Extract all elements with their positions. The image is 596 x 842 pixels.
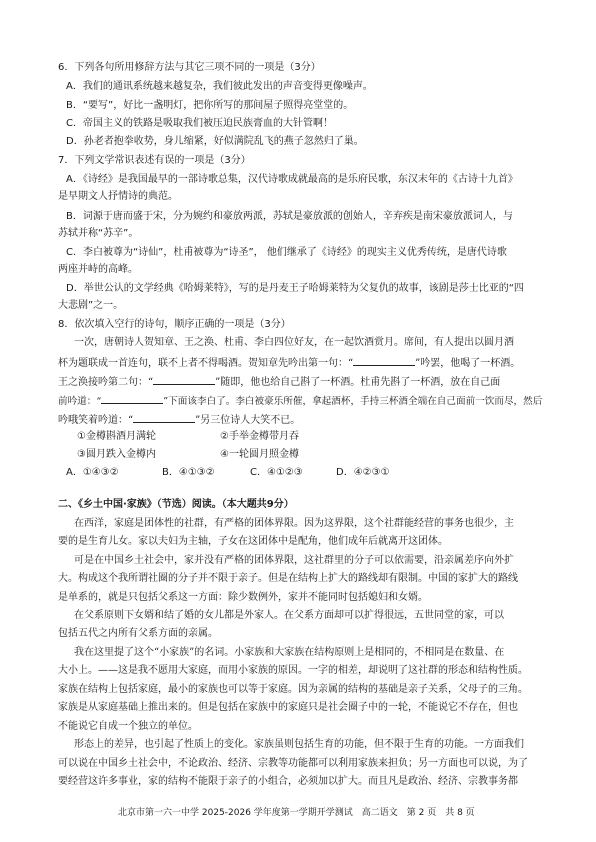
q7-option-d-line2: 大悲剧”之一。 [58,300,124,311]
reading-line-15: 要经营这许多事业，家的结构不能限于亲子的小组合，必须加以扩大。而且凡是政治、经济、宗教事务都 [58,776,518,787]
q8-choice-c: C．④①②③ [250,467,303,478]
reading-line-5: 是单系的，就是只包括父系这一方面：除少数例外，家并不能同时包括媳妇和女婿。 [58,592,428,603]
reading-line-1: 在西洋，家庭是团体性的社群，有严格的团体界限。因为这界限，这个社群能经营的事务也很少，主 [74,518,514,529]
reading-line-8: 我在这里提了这个“小家族”的名词。小家族和大家族在结构原则上是相同的，不相同是在数量、在 [74,647,505,658]
q7-option-c-line1: C．李白被尊为“诗仙”，杜甫被尊为“诗圣”， 他们继承了《诗经》的现实主义优秀传统，是唐代诗歌 [66,247,507,258]
q8-blank-4 [133,412,195,423]
page-footer: 北京市第一六一中学 2025-2026 学年度第一学期开学测试 高二语文 第 2 页 共 8 页 [118,808,475,818]
q7-option-d-line1: D．举世公认的文学经典《哈姆莱特》，写的是丹麦王子哈姆莱特为父复仇的故事，该剧是莎士比亚的“四 [66,283,524,294]
q7-stem: 7．下列文学常识表述有误的一项是（3分） [58,155,251,166]
reading-line-6: 在父系原则下女婿和结了婚的女儿都是外家人。在父系方面却可以扩得很远，五世同堂的家，可以 [74,610,504,621]
q6-option-d: D．孙老者抱拳收势，身儿缩紧，好似满院乱飞的燕子忽然归了巢。 [66,136,364,147]
q8-blank-1 [353,355,415,366]
q8-blank-3 [101,393,163,404]
q7-option-b-line1: B．词源于唐而盛于宋，分为婉约和豪放两派，苏轼是豪放派的创始人，辛弃疾是南宋豪放派词人，与 [66,211,513,222]
reading-line-10: 家族在结构上包括家庭，最小的家族也可以等于家庭。因为亲属的结构的基础是亲子关系，父母子的三角。 [58,684,528,695]
q7-option-c-line2: 两座并峙的高峰。 [58,264,138,275]
q8-choice-b: B．④①③② [162,467,215,478]
reading-line-4: 大。构成这个我所谓社圈的分子并不限于亲子。但是在结构上扩大的路线却有限制。中国的家扩大的路线 [58,573,518,584]
q7-option-a-line1: A．《诗经》是我国最早的一部诗歌总集，汉代诗歌成就最高的是乐府民歌，东汉末年的《古诗十九首》 [66,174,518,185]
q6-option-b: B．“要写”，好比一盏明灯，把你所写的那间屋子照得亮堂堂的。 [66,100,354,111]
q8-blank-2 [153,374,215,385]
q8-passage-line2: 杯为题联成一首连句，联不上者不得喝酒。贺知章先吟出第一句：“ ”吟罢，他喝了一杯酒。 [58,355,520,370]
reading-line-12: 不能说它自成一个独立的单位。 [58,721,198,732]
q8-passage-line4: 前吟道：“ ”下面该李白了。李白被豪乐所催，拿起酒杯，手持三杯酒全端在自己面前一饮而尽，然后 [58,393,542,408]
q8-verse-4: ④一轮圆月照金樽 [220,449,299,460]
q8-passage-line1: 一次，唐朝诗人贺知章、王之涣、杜甫、李白四位好友，在一起饮酒赏月。席间，有人提出以圆月酒 [74,337,514,348]
q6-option-a: A．我们的通讯系统越来越复杂，我们彼此发出的声音变得更像噪声。 [66,81,373,92]
q8-verse-1: ①金樽斟酒月满轮 [77,431,156,442]
reading-line-11: 家族是从家庭基础上推出来的。但是包括在家族中的家庭只是社会圈子中的一轮，不能说它不存在，但也 [58,702,518,713]
q8-verse-3: ③圆月跌入金樽内 [77,449,156,460]
q6-option-c: C．帝国主义的铁路是吸取我们被压迫民族膏血的大针管啊！ [66,118,333,129]
reading-line-2: 要的是生育儿女。家以夫妇为主轴，子女在这团体中是配角，他们成年后就离开这团体。 [58,536,448,547]
q6-stem: 6．下列各句所用修辞方法与其它三项不同的一项是（3分） [58,62,321,73]
reading-line-13: 形态上的差异，也引起了性质上的变化。家族虽则包括生育的功能，但不限于生育的功能。一方面我们 [74,739,524,750]
reading-line-3: 可是在中国乡土社会中，家并没有严格的团体界限，这社群里的分子可以依需要，沿亲属差序向外扩 [74,555,514,566]
q8-verse-2: ②手举金樽带月吞 [220,431,299,442]
q8-choice-a: A．①④③② [66,467,119,478]
q8-stem: 8．依次填入空行的诗句，顺序正确的一项是（3分） [58,319,291,330]
reading-line-7: 包括五代之内所有父系方面的亲属。 [58,628,218,639]
reading-line-9: 大小上。——这是我不愿用大家庭，而用小家族的原因。一字的相差，却说明了这社群的形态和结构性质。 [58,665,528,676]
reading-line-14: 可以说在中国乡土社会中，不论政治、经济、宗教等功能都可以利用家族来担负；另一方面也可以说，为了 [58,758,528,769]
q8-passage-line5: 吟哦笑着吟道：“ ”另三位诗人大笑不已。 [58,412,300,427]
q8-passage-line3: 王之涣接吟第二句：“ ”随即，他也给自己斟了一杯酒。杜甫先斟了一杯酒，放在自己面 [58,374,500,389]
q7-option-b-line2: 苏轼并称“苏辛”。 [58,228,139,239]
q7-option-a-line2: 是早期文人抒情诗的典范。 [58,191,178,202]
section-2-heading: 二、《乡土中国·家族》（节选）阅读。（本大题共9分） [58,499,294,510]
q8-choice-d: D．④②③① [336,467,390,478]
